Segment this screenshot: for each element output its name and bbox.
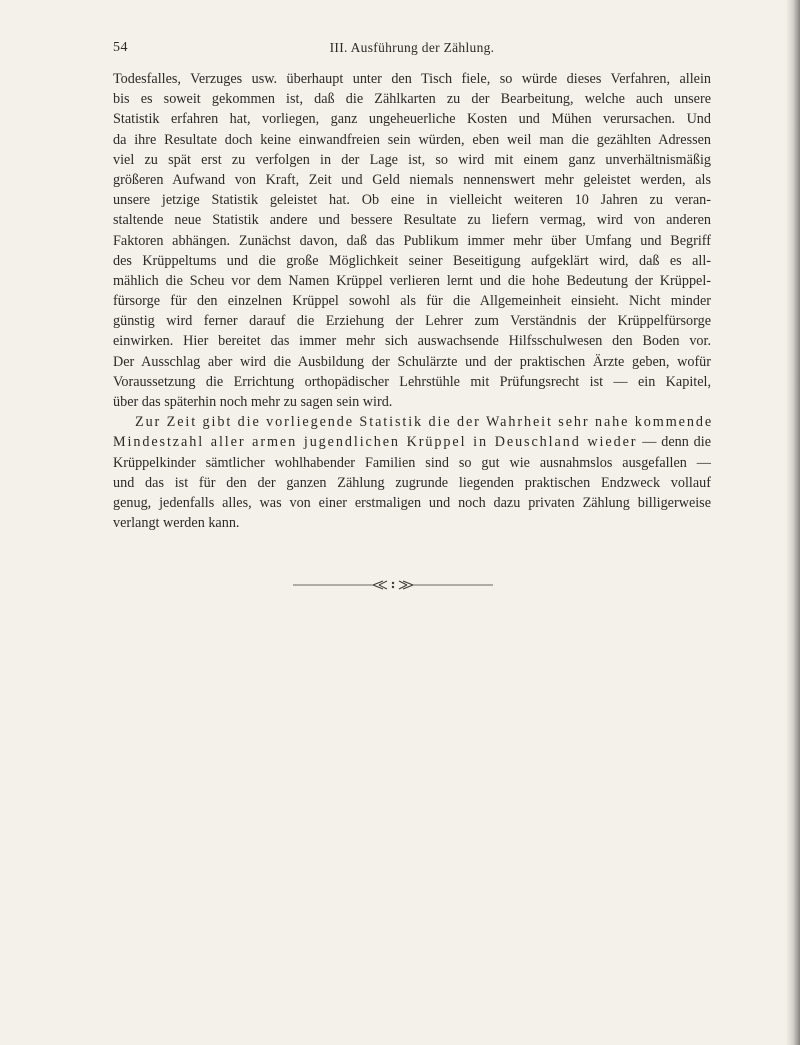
text-line: über das späterhin noch mehr zu sagen sein wird. — [113, 394, 393, 410]
emphasized-text: Mindestzahl aller armen jugendlichen Krüppel in Deuschland wieder — [113, 434, 638, 451]
text-line: Krüppelkinder sämtlicher wohlhabender Familien sind so gut wie ausnahmslos ausgefallen — — [113, 454, 711, 471]
text-line: mählich die Scheu vor dem Namen Krüppel verlieren lernt und die hohe Bedeutung der Krüppel- — [113, 272, 711, 289]
text-fragment: — denn die — [637, 434, 711, 451]
text-line: bis es soweit gekommen ist, daß die Zählkarten zu der Bearbeitung, welche auch unsere — [113, 91, 711, 108]
text-line: genug, jedenfalls alles, was von einer erstmaligen und noch dazu privaten Zählung billigerweise — [113, 494, 711, 511]
running-head: III. Ausführung der Zählung. — [329, 40, 495, 55]
ornament-dot — [392, 582, 394, 584]
emphasized-text-line: Zur Zeit gibt die vorliegende Statistik die der Wahrheit sehr nahe kommende — [135, 414, 714, 431]
ornament-dot — [392, 586, 394, 588]
text-line: staltende neue Statistik andere und bessere Resultate zu liefern vermag, wird von anderen — [113, 212, 711, 229]
text-line: günstig wird ferner darauf die Erziehung der Lehrer zum Verständnis der Krüppelfürsorge — [113, 313, 711, 330]
page-number: 54 — [113, 40, 128, 55]
text-line: Faktoren abhängen. Zunächst davon, daß das Publikum immer mehr über Umfang und Begriff — [113, 232, 711, 249]
text-line: Der Ausschlag aber wird die Ausbildung der Schulärzte und der praktischen Ärzte geben, wofür — [113, 353, 711, 370]
text-line: da ihre Resultate doch keine einwandfreien sein würden, eben weil man die gezählten Adressen — [113, 131, 711, 148]
ornament-arrow-left — [373, 581, 387, 589]
text-line: und das ist für den der ganzen Zählung zugrunde liegenden praktischen Endzweck vollauf — [113, 474, 711, 491]
text-line: Voraussetzung die Errichtung orthopädischer Lehrstühle mit Prüfungsrecht ist — ein Kapitel, — [113, 373, 711, 390]
text-line: viel zu spät erst zu verfolgen in der Lage ist, so wird mit einem ganz unverhältnismäßig — [113, 151, 711, 168]
section-end-ornament — [293, 579, 493, 591]
text-line: einwirken. Hier bereitet das immer mehr sich auswachsende Hilfsschulwesen den Boden vor. — [113, 333, 711, 350]
text-line: fürsorge für den einzelnen Krüppel sowohl als für die Allgemeinheit einsieht. Nicht minder — [113, 293, 711, 310]
text-line-mixed — [113, 432, 711, 452]
body-text — [113, 69, 714, 533]
scan-edge-shadow — [786, 0, 800, 1045]
text-line: Todesfalles, Verzuges usw. überhaupt unter den Tisch fiele, so würde dieses Verfahren, allein — [113, 71, 711, 87]
page-header — [113, 40, 711, 62]
text-line: Statistik erfahren hat, vorliegen, ganz ungeheuerliche Kosten und Mühen verursachen. Und — [113, 111, 711, 128]
ornament-arrow-right — [399, 581, 413, 589]
text-line: unsere jetzige Statistik geleistet hat. Ob eine in vielleicht weiteren 10 Jahren zu veran- — [113, 192, 711, 209]
text-line: größeren Aufwand von Kraft, Zeit und Geld niemals nennenswert mehr geleistet werden, als — [113, 171, 711, 188]
text-line: verlangt werden kann. — [113, 515, 240, 532]
text-line: des Krüppeltums und die große Möglichkeit seiner Beseitigung aufgeklärt wird, daß es all- — [113, 252, 711, 269]
